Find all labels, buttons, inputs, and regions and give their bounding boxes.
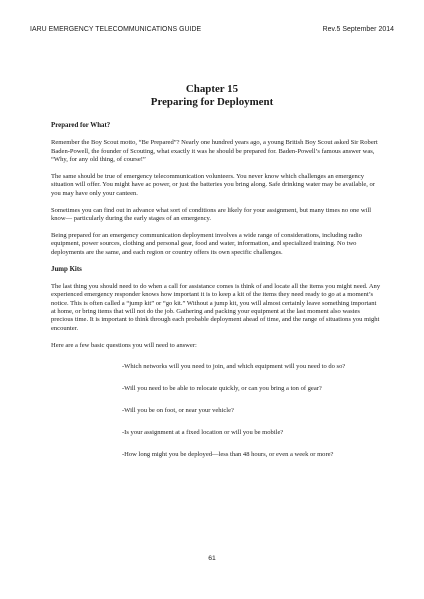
paragraph: The last thing you should need to do when a call for assistance comes is think of and locate all the items you might need. Any experienced emergency responder knows how important it is to keep a kit of the items they need ready to go at a moment’s notice. This is often called a “jump kit” or “go kit.” Without a jump kit, you will almost certainly leave something important at home, or bring items that will not do the job. Gathering and packing your equipment at the last moment also wastes precious time. It is important to think through each probable deployment ahead of time, and the range of situations you might encounter.: [51, 282, 381, 332]
question-item: -Will you need to be able to relocate quickly, or can you bring a ton of gear?: [122, 385, 322, 393]
paragraph: Remember the Boy Scout motto, “Be Prepared”? Nearly one hundred years ago, a young British Boy Scout asked Sir Robert Baden-Powell, the founder of Scouting, what exactly it was he should be prepared for. Baden-Powell’s famous answer was, “Why, for any old thing, of course!”: [51, 139, 378, 164]
page-number: 61: [208, 555, 216, 562]
chapter-number: Chapter 15: [185, 83, 239, 95]
question-item: -Is your assignment at a fixed location or will you be mobile?: [122, 428, 284, 436]
chapter-title: Preparing for Deployment: [150, 96, 274, 108]
header-revision: Rev.5 September 2014: [322, 26, 394, 33]
section-heading-prepared: Prepared for What?: [51, 122, 111, 129]
question-item: -Will you be on foot, or near your vehicle?: [122, 407, 234, 415]
paragraph: Sometimes you can find out in advance what sort of conditions are likely for your assignment, but many times no one will know— particularly during the early stages of an emergency.: [51, 206, 372, 222]
question-item: -Which networks will you need to join, and which equipment will you need to do so?: [122, 363, 346, 371]
body-content: [51, 122, 382, 473]
question-item: -How long might you be deployed—less than 48 hours, or even a week or more?: [122, 450, 334, 458]
section-heading-jump-kits: Jump Kits: [51, 265, 82, 273]
running-header: [30, 26, 394, 33]
paragraph: Being prepared for an emergency communication deployment involves a wide range of considerations, including radio equipment, power sources, clothing and personal gear, food and water, information, and specialized training. No two deployments are the same, and each region or country offers its own specific challenges.: [51, 231, 362, 256]
paragraph: The same should be true of emergency telecommunication volunteers. You never know which challenges an emergency situation will offer. You might have ac power, or just the batteries you bring along. Safe drinking water may be available, or you may have only your canteen.: [51, 172, 375, 197]
header-guide-title: IARU EMERGENCY TELECOMMUNICATIONS GUIDE: [30, 26, 202, 33]
paragraph: Here are a few basic questions you will need to answer:: [51, 341, 197, 349]
